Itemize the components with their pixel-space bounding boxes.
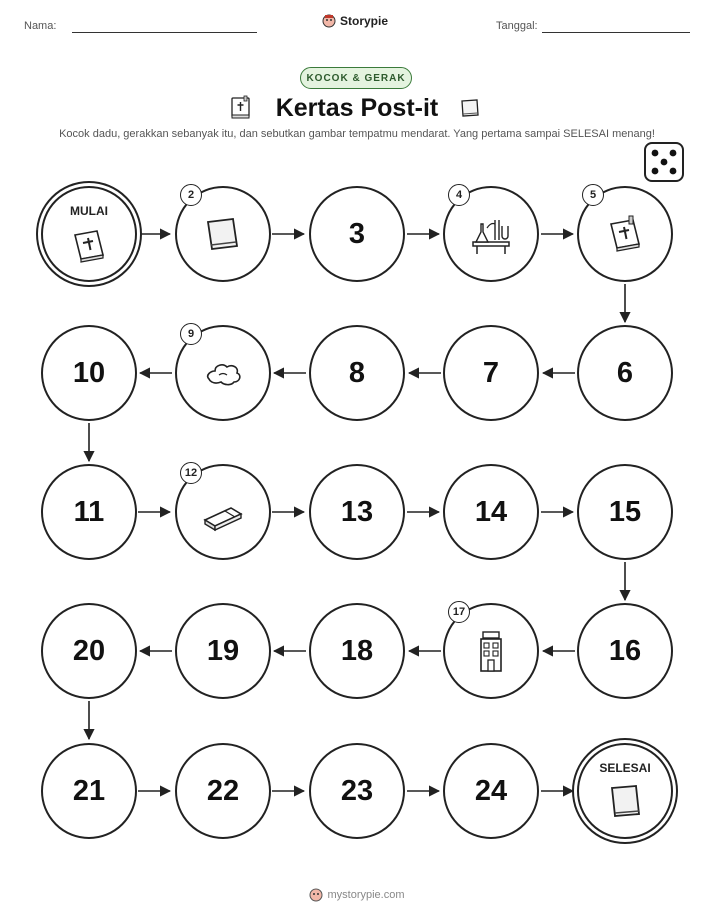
footer [0,888,714,902]
board-cell-24[interactable] [443,743,539,839]
board-cell-15[interactable] [577,464,673,560]
start-label: MULAI [70,204,108,218]
finish-label: SELESAI [599,761,651,775]
bible-icon [603,212,647,256]
eraser-icon [201,490,245,534]
post-it-icon [458,96,482,120]
post-it-icon [603,780,647,824]
board-cell-22[interactable] [175,743,271,839]
board-cell-16[interactable] [577,603,673,699]
cell-number: 21 [72,774,106,807]
board-cell-7[interactable] [443,325,539,421]
cell-number: 20 [72,634,106,667]
instructions: Kocok dadu, gerakkan sebanyak itu, dan sebutkan gambar tempatmu mendarat. Yang pertama sampai SELESAI menang! [59,128,655,140]
building-icon [469,629,513,673]
cell-number: 23 [340,774,374,807]
board-cell-20[interactable] [41,603,137,699]
cell-number: 13 [340,495,374,528]
date-label: Tanggal: [496,20,538,32]
cell-number: 22 [206,774,240,807]
cell-number-badge: 4 [448,184,470,206]
page-title: Kertas Post-it [275,94,439,122]
board-cell-finish[interactable] [577,743,673,839]
cell-number: 10 [72,356,106,389]
board-cell-14[interactable] [443,464,539,560]
board-cell-17[interactable] [443,603,539,699]
bible-icon [67,223,111,267]
board-cell-5[interactable] [577,186,673,282]
board-cell-18[interactable] [309,603,405,699]
brand-name: Storypie [340,14,389,28]
cell-number: 11 [73,495,105,528]
board-cell-3[interactable] [309,186,405,282]
cell-number-badge: 5 [582,184,604,206]
brand [322,14,388,28]
board-cell-8[interactable] [309,325,405,421]
cell-number: 3 [348,217,366,250]
cell-number-badge: 2 [180,184,202,206]
cell-number: 16 [608,634,642,667]
board-cell-start[interactable] [41,186,137,282]
cell-number-badge: 9 [180,323,202,345]
cell-number: 15 [608,495,642,528]
board-cell-9[interactable] [175,325,271,421]
board-cell-6[interactable] [577,325,673,421]
board-cell-11[interactable] [41,464,137,560]
cell-number-badge: 12 [180,462,202,484]
activity-badge: KOCOK & GERAK [300,67,412,89]
board-cell-4[interactable] [443,186,539,282]
board-cell-19[interactable] [175,603,271,699]
cell-number: 19 [206,634,240,667]
board-cell-21[interactable] [41,743,137,839]
cell-number: 8 [348,356,366,389]
board-cell-2[interactable] [175,186,271,282]
board-cell-10[interactable] [41,325,137,421]
cell-number: 18 [340,634,374,667]
cell-number-badge: 17 [448,601,470,623]
storypie-logo-icon [322,14,336,28]
lab-glassware-icon [469,212,513,256]
cell-number: 14 [474,495,508,528]
cell-number: 6 [616,356,634,389]
cell-number: 24 [474,774,508,807]
board-cell-13[interactable] [309,464,405,560]
name-line[interactable] [72,32,257,33]
post-it-icon [201,212,245,256]
board-cell-23[interactable] [309,743,405,839]
footer-url[interactable]: mystorypie.com [327,889,405,901]
cell-number: 7 [482,356,500,389]
date-line[interactable] [542,32,690,33]
blob-icon [201,351,245,395]
name-label: Nama: [24,20,57,32]
storypie-logo-icon [309,888,323,902]
dice-icon [643,141,685,183]
board-cell-12[interactable] [175,464,271,560]
